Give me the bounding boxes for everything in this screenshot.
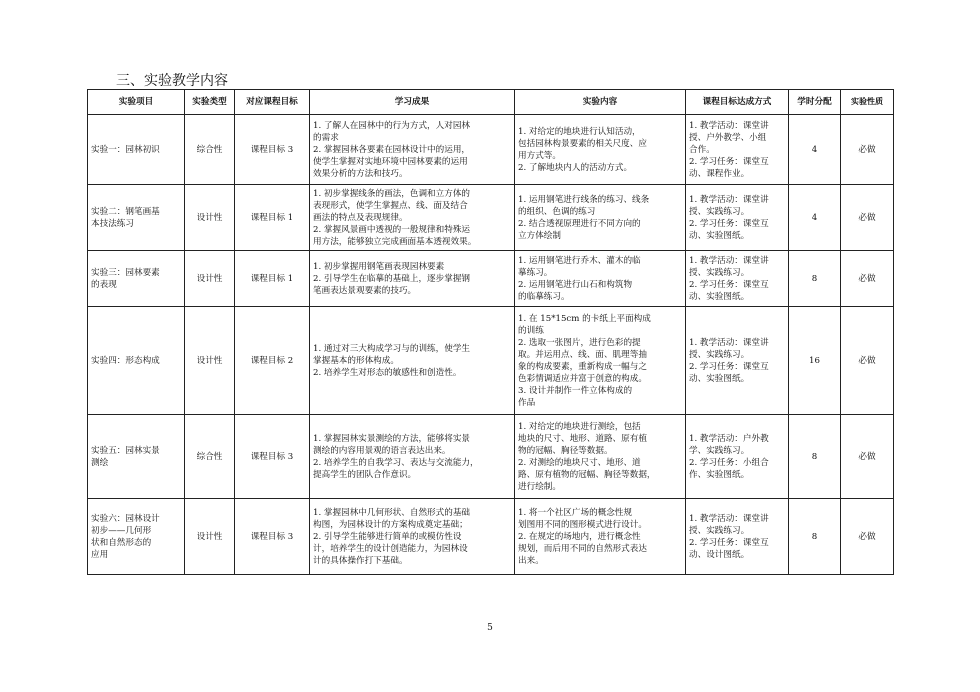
cell-hours: 4 [789,115,841,185]
header-goal: 对应课程目标 [235,90,310,115]
cell-project-line: 实验六：园林设计 [91,513,160,524]
cell-content-line: 取。并运用点、线、面、肌理等抽 [518,349,647,360]
cell-content [515,185,686,251]
cell-content-line: 规划，而后用不同的自然形式表达 [518,543,647,554]
cell-method-line: 动、设计图纸。 [689,549,750,560]
cell-outcome-line: 表现形式，使学生掌握点、线、面及结合 [313,200,468,211]
cell-type: 设计性 [185,307,235,415]
cell-method [686,415,789,499]
cell-content-line: 2. 结合透视原理进行不同方向的 [518,218,641,229]
cell-type: 设计性 [185,499,235,575]
experiment-table [87,89,894,575]
cell-content-line: 2. 运用钢笔进行山石和构筑物 [518,279,633,290]
cell-method-line: 2. 学习任务：课堂互 [689,218,769,229]
cell-content-line: 2. 对测绘的地块尺寸、地形、道 [518,457,641,468]
cell-project [88,499,185,575]
table-row [88,185,894,251]
cell-method-line: 授、户外教学、小组 [689,132,767,143]
cell-project-line: 实验三：园林要素 [91,267,160,278]
table-row [88,499,894,575]
cell-method-line: 动、实验图纸。 [689,373,750,384]
cell-method-line: 2. 学习任务：课堂互 [689,156,769,167]
cell-hours: 16 [789,307,841,415]
table-row [88,115,894,185]
table-row [88,307,894,415]
cell-nature: 必做 [841,499,894,575]
cell-outcome-line: 测绘的内容用景观的语言表达出来。 [313,445,451,456]
header-method: 课程目标达成方式 [686,90,789,115]
cell-outcome-line: 的需求 [313,132,339,143]
cell-outcome-line: 2. 培养学生的自我学习、表达与交流能力， [313,457,479,468]
cell-content-line: 2. 选取一张图片，进行色彩的提 [518,337,641,348]
cell-goal: 课程目标 2 [235,307,310,415]
cell-method [686,499,789,575]
cell-hours: 8 [789,499,841,575]
cell-content-line: 物的冠幅、胸径等数据。 [518,445,613,456]
header-outcome: 学习成果 [310,90,515,115]
cell-content-line: 的临摹练习。 [518,291,570,302]
cell-outcome-line: 掌握基本的形体构成。 [313,355,399,366]
cell-outcome-line: 提高学生的团队合作意识。 [313,469,417,480]
table-header-row [88,90,894,115]
header-type: 实验类型 [185,90,235,115]
cell-goal: 课程目标 3 [235,415,310,499]
cell-method-line: 1. 教学活动：户外教 [689,433,769,444]
cell-method-line: 动、实验图纸。 [689,291,750,302]
cell-content-line: 划图用不同的图形模式进行设计。 [518,519,647,530]
cell-outcome [310,307,515,415]
cell-project [88,251,185,307]
header-hours: 学时分配 [789,90,841,115]
cell-type: 综合性 [185,115,235,185]
cell-content-line: 作品 [518,397,536,408]
cell-content-line: 出来。 [518,555,544,566]
cell-content [515,415,686,499]
cell-content-line: 路、原有植物的冠幅、胸径等数据， [518,469,656,480]
cell-method-line: 授、实践练习。 [689,206,750,217]
cell-outcome-line: 构图，为园林设计的方案构成奠定基础； [313,519,468,530]
cell-outcome-line: 画法的特点及表现规律。 [313,212,408,223]
cell-project-line: 初步——几何形 [91,525,152,536]
cell-content-line: 1. 运用钢笔进行线条的练习、线条 [518,194,650,205]
cell-content-line: 立方体绘制 [518,230,561,241]
cell-method-line: 动、课程作业。 [689,168,750,179]
cell-nature: 必做 [841,185,894,251]
cell-outcome [310,185,515,251]
cell-goal: 课程目标 1 [235,185,310,251]
cell-outcome-line: 2. 掌握风景画中透视的一般规律和特殊运 [313,224,471,235]
cell-outcome [310,251,515,307]
cell-outcome-line: 1. 通过对三大构成学习与的训练，使学生 [313,343,471,354]
cell-goal: 课程目标 1 [235,251,310,307]
cell-content-line: 1. 运用钢笔进行乔木、灌木的临 [518,255,641,266]
cell-outcome [310,115,515,185]
cell-outcome-line: 笔画表达景观要素的技巧。 [313,285,417,296]
cell-project-line: 实验五：园林实景 [91,445,160,456]
cell-method [686,115,789,185]
cell-type: 综合性 [185,415,235,499]
cell-content-line: 1. 对给定的地块进行测绘，包括 [518,421,641,432]
table-row [88,415,894,499]
cell-project-line: 实验一：园林初识 [91,144,160,155]
cell-outcome-line: 2. 引导学生能够进行简单的或模仿性设 [313,531,462,542]
cell-nature: 必做 [841,251,894,307]
cell-outcome-line: 使学生掌握对实地环境中园林要素的运用 [313,156,468,167]
header-content: 实验内容 [515,90,686,115]
cell-method [686,185,789,251]
cell-method-line: 授、实践练习。 [689,267,750,278]
cell-content-line: 2. 了解地块内人的活动方式。 [518,162,633,173]
cell-hours: 8 [789,251,841,307]
cell-outcome-line: 2. 引导学生在临摹的基础上，逐步掌握钢 [313,273,471,284]
cell-content-line: 的训练 [518,325,544,336]
cell-method-line: 授、实践练习。 [689,525,750,536]
cell-project [88,415,185,499]
cell-hours: 8 [789,415,841,499]
cell-project-line: 状和自然形态的 [91,537,152,548]
cell-project-line: 的表现 [91,279,117,290]
cell-content [515,115,686,185]
cell-outcome-line: 用方法，能够独立完成画面基本透视效果。 [313,236,477,247]
cell-hours: 4 [789,185,841,251]
cell-method-line: 2. 学习任务：小组合 [689,457,769,468]
cell-project-line: 测绘 [91,457,109,468]
cell-content-line: 1. 将一个社区广场的概念性规 [518,507,633,518]
cell-outcome-line: 1. 掌握园林实景测绘的方法，能够将实景 [313,433,471,444]
cell-method-line: 动、实验图纸。 [689,230,750,241]
cell-content-line: 1. 在 15*15cm 的卡纸上平面构成 [518,313,651,324]
cell-content-line: 3. 设计并制作一件立体构成的 [518,385,633,396]
cell-goal: 课程目标 3 [235,499,310,575]
cell-nature: 必做 [841,307,894,415]
cell-type: 设计性 [185,185,235,251]
page-number: 5 [487,623,493,633]
cell-content-line: 包括园林构景要素的相关尺度、应 [518,138,647,149]
cell-content-line: 1. 对给定的地块进行认知活动， [518,126,641,137]
header-project: 实验项目 [88,90,185,115]
cell-method-line: 合作。 [689,144,715,155]
cell-nature: 必做 [841,115,894,185]
cell-outcome-line: 2. 掌握园林各要素在园林设计中的运用， [313,144,471,155]
table-row [88,251,894,307]
cell-content [515,499,686,575]
cell-outcome-line: 效果分析的方法和技巧。 [313,168,408,179]
cell-project [88,307,185,415]
cell-outcome-line: 计的具体操作打下基础。 [313,555,408,566]
cell-outcome-line: 计，培养学生的设计创造能力，为园林设 [313,543,468,554]
cell-content-line: 用方式等。 [518,150,561,161]
cell-method-line: 作、实验图纸。 [689,469,750,480]
cell-project [88,185,185,251]
cell-method-line: 1. 教学活动：课堂讲 [689,255,769,266]
cell-method-line: 1. 教学活动：课堂讲 [689,120,769,131]
cell-project-line: 实验四：形态构成 [91,355,160,366]
cell-project-line: 应用 [91,549,109,560]
cell-method [686,307,789,415]
cell-method-line: 2. 学习任务：课堂互 [689,279,769,290]
cell-project [88,115,185,185]
cell-content-line: 象的构成要素，重新构成一幅与之 [518,361,647,372]
cell-content-line: 2. 在规定的场地内，进行概念性 [518,531,641,542]
cell-outcome-line: 2. 培养学生对形态的敏感性和创造性。 [313,367,462,378]
cell-content [515,307,686,415]
cell-method-line: 2. 学习任务：课堂互 [689,537,769,548]
cell-method-line: 2. 学习任务：课堂互 [689,361,769,372]
header-nature: 实验性质 [841,90,894,115]
cell-outcome-line: 1. 了解人在园林中的行为方式，人对园林 [313,120,471,131]
cell-method-line: 学、实践练习。 [689,445,750,456]
section-title: 三、实验教学内容 [116,73,228,89]
cell-method [686,251,789,307]
cell-content-line: 地块的尺寸、地形、道路、原有植 [518,433,647,444]
cell-content-line: 摹练习。 [518,267,553,278]
cell-content [515,251,686,307]
cell-content-line: 色彩情调适应并富于创意的构成。 [518,373,647,384]
cell-outcome-line: 1. 初步掌握线条的画法，色调和立方体的 [313,188,471,199]
cell-content-line: 的组织、色调的练习 [518,206,596,217]
cell-nature: 必做 [841,415,894,499]
cell-project-line: 实验二：钢笔画基 [91,206,160,217]
cell-method-line: 授、实践练习。 [689,349,750,360]
cell-method-line: 1. 教学活动：课堂讲 [689,337,769,348]
cell-outcome [310,415,515,499]
cell-method-line: 1. 教学活动：课堂讲 [689,513,769,524]
cell-project-line: 本技法练习 [91,218,134,229]
cell-outcome [310,499,515,575]
cell-outcome-line: 1. 初步掌握用钢笔画表现园林要素 [313,261,445,272]
cell-type: 设计性 [185,251,235,307]
cell-goal: 课程目标 3 [235,115,310,185]
cell-outcome-line: 1. 掌握园林中几何形状、自然形式的基础 [313,507,471,518]
cell-method-line: 1. 教学活动：课堂讲 [689,194,769,205]
cell-content-line: 进行绘制。 [518,481,561,492]
